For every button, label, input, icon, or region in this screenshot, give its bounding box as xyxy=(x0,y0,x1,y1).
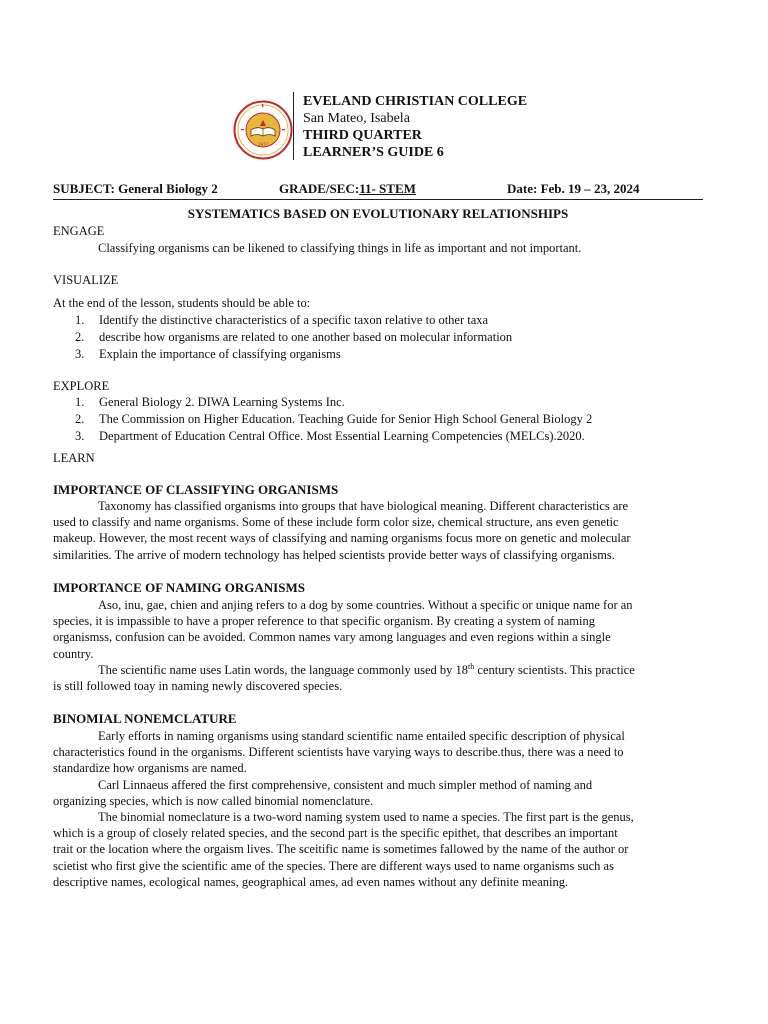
subject-label: SUBJECT: General Biology 2 xyxy=(53,181,218,196)
classifying-paragraph: Taxonomy has classified organisms into groups that have biological meaning. Different characteristics are used to classify and name organisms. Some of these include form color size, chemical structure, ans even genetic makeup. However, the most recent ways of classifying and naming organisms focus more on genetic and molecular similarities. The arrive of modern technology has helped scientists provide better ways of classifying organisms. xyxy=(53,499,631,562)
explore-heading: EXPLORE xyxy=(53,379,110,393)
date-label: Date: Feb. 19 – 23, 2024 xyxy=(507,181,640,196)
school-name: EVELAND CHRISTIAN COLLEGE xyxy=(303,94,528,109)
engage-heading: ENGAGE xyxy=(53,224,105,238)
learn-heading: LEARN xyxy=(53,451,95,465)
logo-year: 1977 xyxy=(257,142,269,147)
naming-heading: IMPORTANCE OF NAMING ORGANISMS xyxy=(53,580,305,595)
header-rule xyxy=(53,199,703,200)
learner-guide-page: 1977 EVELAND CHRISTIAN COLLEGE San Mateo, Isabela THIRD QUARTER LEARNER’S GUIDE 6 SUBJECT: General Biology 2 GRADE/SEC:11- STEM Date: Feb. 19 – 23, 2024 SYSTEMATICS BASED ON EVOLUTIONARY RELATIONSHIPS ENGAGE Classifying organisms can be likened to classifying things in life as important and not important. VISUALIZE At the end of the lesson, students should be able to: 1. Identify the distinctive characteristics of a specific taxon relative to other taxa 2. describe how organisms are related to one another based on molecular information 3. Explain the importance of classifying organisms EXPLORE 1. General Biology 2. DIWA Learning Systems Inc. 2. The Commission on Higher Education. Teaching Guide for Senior High School General Biology 2 3. Department of Education Central Office. Most Essential Learning Competencies (MELCs).2020. LEARN IMPORTANCE OF CLASSIFYING ORGANISMS Taxonomy has classified organisms into groups that have biological meaning. Different characteristics are used to classify and name organisms. Some of these include form color size, chemical structure, ans even genetic makeup. However, the most recent ways of classifying and naming organisms focus more on genetic and molecular similarities. The arrive of modern technology has helped scientists provide better ways of classifying organisms. IMPORTANCE OF NAMING ORGANISMS Aso, inu, gae, chien and anjing refers to a dog by some countries. Without a specific or unique name for an species, it is impassible to have a proper reference to that specific organism. By creating a system of naming organismss, confusion can be avoided. Common names vary among languages and even regions within a single country. The scientific name uses Latin words, the language commonly used by 18th century scientists. This practice is still followed toay in naming newly discovered species. BINOMIAL NONEMCLATURE Early efforts in naming organisms using standard scientific name entailed specific description of physical characteristics found in the organisms. Different scientists have varying ways to describe.thus, there was a need to standardize how organisms are named. Carl Linnaeus affered the first comprehensive, consistent and much simpler method of naming and organizing species, which is now called binomial nomenclature. The binomial nomeclature is a two-word naming system used to name a species. The first part is the genus, which is a group of closely related species, and the second part is the specific epithet, that describes an important trait or the location where the orgaism lives. The sceitific name is sometimes fallowed by the name of the author or scietist who first give the scientific ame of the species. There are different ways used to name organisms such as descriptive names, ecological names, geographical ames, ad even names without any definite meaning. xyxy=(0,0,768,1024)
header-divider xyxy=(293,92,294,160)
visualize-intro: At the end of the lesson, students should be able to: xyxy=(53,296,311,310)
grade-label: GRADE/SEC: xyxy=(279,181,360,196)
subject-row xyxy=(53,181,703,199)
lesson-title: SYSTEMATICS BASED ON EVOLUTIONARY RELATIONSHIPS xyxy=(187,206,569,221)
naming-paragraph: Aso, inu, gae, chien and anjing refers to a dog by some countries. Without a specific or unique name for an species, it is impassible to have a proper reference to that specific organism. By creating a system of naming organismss, confusion can be avoided. Common names vary among languages and even regions within a single country. The scientific name uses Latin words, the language commonly used by 18th century scientists. This practice is still followed toay in naming newly discovered species. xyxy=(53,598,635,694)
classifying-heading: IMPORTANCE OF CLASSIFYING ORGANISMS xyxy=(53,482,339,497)
grade-value: 11- STEM xyxy=(359,181,416,196)
guide-label: LEARNER’S GUIDE 6 xyxy=(303,145,444,160)
grade-sec xyxy=(279,181,416,197)
binomial-paragraph: Early efforts in naming organisms using standard scientific name entailed specific description of physical characteristics found in the organisms. Different scientists have varying ways to describe.thus, there was a need to standardize how organisms are named. Carl Linnaeus affered the first comprehensive, consistent and much simpler method of naming and organizing species, which is now called binomial nomenclature. The binomial nomeclature is a two-word naming system used to name a species. The first part is the genus, which is a group of closely related species, and the second part is the specific epithet, that describes an important trait or the location where the orgaism lives. The sceitific name is sometimes fallowed by the name of the author or scietist who first give the scientific ame of the species. There are different ways used to name organisms such as descriptive names, ecological names, geographical ames, ad even names without any definite meaning. xyxy=(53,729,634,889)
visualize-heading: VISUALIZE xyxy=(53,273,119,287)
engage-text: Classifying organisms can be likened to classifying things in life as important and not important. xyxy=(98,241,582,255)
quarter-label: THIRD QUARTER xyxy=(303,128,422,143)
school-location: San Mateo, Isabela xyxy=(303,111,410,126)
college-seal-logo xyxy=(233,100,293,160)
binomial-heading: BINOMIAL NONEMCLATURE xyxy=(53,711,237,726)
